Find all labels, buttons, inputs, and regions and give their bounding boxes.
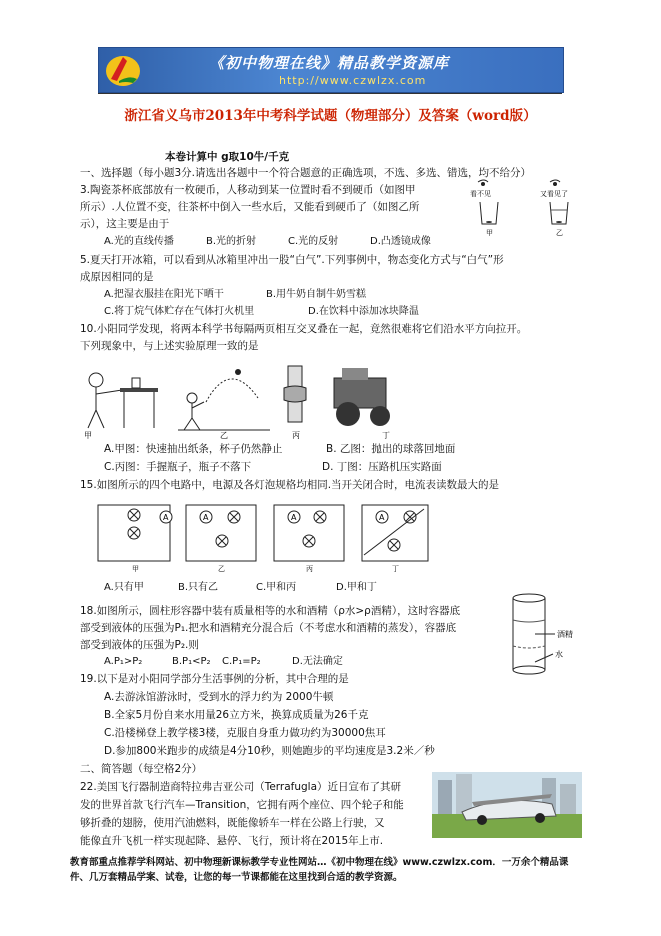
q18-fig-label-alcohol: 酒精 — [557, 630, 573, 639]
banner-title: 《初中物理在线》精品教学资源库 — [209, 54, 450, 72]
q22-line-1: 22.美国飞行器制造商特拉弗吉亚公司（Terrafugla）近日宣布了其研 — [80, 781, 402, 793]
q22-line-2: 发的世界首款飞行汽车—Transition，它拥有两个座位、四个轮子和能 — [80, 799, 404, 811]
svg-text:A: A — [203, 513, 209, 522]
q18-fig-label-water: 水 — [555, 650, 563, 659]
header-rule — [98, 93, 562, 94]
q10-figure-row — [80, 358, 420, 440]
q15-option-d: D.甲和丁 — [336, 582, 377, 593]
circuit-yi — [186, 505, 256, 561]
q5-option-c: C.将丁烷气体贮存在气体打火机里 — [104, 306, 255, 317]
q18-option-a: A.P₁>P₂ — [104, 656, 143, 667]
q15-line: 15.如图所示的四个电路中，电源及各灯泡规格均相同.当开关闭合时，电流表读数最大的是 — [80, 479, 500, 491]
q19-option-d: D.参加800米跑步的成绩是4分10秒，则她跑步的平均速度是3.2米／秒 — [104, 745, 435, 757]
q18-line-3: 部受到液体的压强为P₂.则 — [80, 639, 199, 651]
q22-flying-car-photo — [432, 772, 582, 838]
q15-option-a: A.只有甲 — [104, 582, 144, 593]
q10-fig-label-ding: 丁 — [382, 431, 390, 440]
q5-line-1: 5.夏天打开冰箱，可以看到从冰箱里冲出一股“白气”.下列事例中，物态变化方式与“白气”形 — [80, 254, 504, 266]
q15-fig-label-ding: 丁 — [392, 565, 399, 573]
svg-text:A: A — [163, 513, 169, 522]
q18-line-2: 部受到液体的压强为P₁.把水和酒精充分混合后（不考虑水和酒精的蒸发），容器底 — [80, 622, 457, 634]
figure-yi-ball-throw — [178, 369, 270, 430]
q5-option-d: D.在饮料中添加冰块降温 — [308, 306, 419, 317]
q15-fig-label-bing: 丙 — [306, 565, 313, 573]
figure-bing-bottle-hand — [284, 366, 306, 422]
q3-option-a: A.光的直线传播 — [104, 236, 174, 247]
cup-icon — [480, 202, 498, 224]
q19-line: 19.以下是对小阳同学部分生活事例的分析，其中合理的是 — [80, 673, 349, 685]
q10-option-b: B. 乙图：抛出的球落回地面 — [326, 443, 456, 455]
site-logo-icon — [103, 51, 143, 89]
q5-option-b: B.用牛奶自制牛奶雪糕 — [266, 289, 367, 300]
q15-fig-label-yi: 乙 — [218, 565, 225, 573]
q18-option-c: C.P₁=P₂ — [222, 656, 261, 667]
q3-line-1: 3.陶瓷茶杯底部放有一枚硬币，人移动到某一位置时看不到硬币（如图甲 — [80, 184, 416, 196]
q19-option-a: A.去游泳馆游泳时，受到水的浮力约为 2000牛顿 — [104, 691, 334, 703]
q3-fig-label-jia: 甲 — [486, 229, 493, 237]
circuit-bing — [274, 505, 344, 561]
eye-icon — [478, 180, 488, 186]
q22-line-3: 够折叠的翅膀，使用汽油燃料，既能像轿车一样在公路上行驶，又 — [80, 817, 385, 829]
page-footer — [70, 855, 600, 885]
q10-option-d: D. 丁图：压路机压实路面 — [322, 461, 442, 473]
q15-fig-label-jia: 甲 — [132, 565, 139, 573]
figure-ding-road-roller — [334, 368, 390, 426]
q5-line-2: 成原因相同的是 — [80, 271, 154, 283]
q19-option-b: B.全家5月份自来水用量26立方米，换算成质量为26千克 — [104, 709, 369, 721]
q3-fig-label-yi: 乙 — [556, 229, 563, 237]
svg-text:A: A — [291, 513, 297, 522]
q3-line-3: 示），这主要是由于 — [80, 218, 170, 230]
q10-fig-label-jia: 甲 — [84, 431, 92, 440]
q10-line-2: 下列现象中，与上述实验原理一致的是 — [80, 340, 259, 352]
q3-fig-label-see-again: 又看见了 — [540, 190, 568, 198]
q10-line-1: 10.小阳同学发现，将两本科学书每隔两页相互交叉叠在一起，竟然很难将它们沿水平方向拉开。 — [80, 323, 528, 335]
circuit-ding — [362, 505, 428, 561]
q18-option-d: D.无法确定 — [292, 656, 343, 667]
q18-line-1: 18.如图所示，圆柱形容器中装有质量相等的水和酒精（ρ水>ρ酒精），这时容器底 — [80, 605, 461, 617]
q10-fig-label-bing: 丙 — [292, 431, 300, 440]
banner-url[interactable]: http://www.czwlzx.com — [279, 74, 427, 87]
section-1-heading: 一、选择题（每小题3分.请选出各题中一个符合题意的正确选项，不选、多选、错选，均不给分） — [80, 167, 532, 179]
q19-option-c: C.沿楼梯登上教学楼3楼，克服自身重力做功约为30000焦耳 — [104, 727, 386, 739]
q18-option-b: B.P₁<P₂ — [172, 656, 211, 667]
document-title: 浙江省义乌市2013年中考科学试题（物理部分）及答案（word版） — [124, 108, 537, 124]
section-2-heading: 二、简答题（每空格2分） — [80, 763, 203, 775]
q10-fig-label-yi: 乙 — [220, 431, 228, 440]
q15-circuit-figures — [94, 495, 434, 575]
q5-option-a: A.把湿衣服挂在阳光下晒干 — [104, 289, 224, 300]
q15-option-c: C.甲和丙 — [256, 582, 297, 593]
q10-option-c: C.丙图：手握瓶子，瓶子不落下 — [104, 461, 252, 473]
cup-icon — [550, 202, 568, 224]
q3-fig-label-cannot-see: 看不见 — [470, 190, 491, 198]
q18-cylinder-figure — [505, 590, 585, 680]
q3-option-b: B.光的折射 — [206, 236, 257, 247]
footer-line-1: 教育部重点推荐学科网站、初中物理新课标教学专业性网站…《初中物理在线》www.czwlzx.com．一万余个精品课 — [70, 857, 569, 868]
eye-icon — [550, 180, 560, 186]
q22-line-4: 能像直升飞机一样实现起降、悬停、飞行，预计将在2015年上市. — [80, 835, 384, 847]
intro-note: 本卷计算中 g取10牛/千克 — [165, 151, 290, 163]
q15-option-b: B.只有乙 — [178, 582, 219, 593]
q3-cup-figure — [468, 176, 583, 238]
q10-option-a: A.甲图：快速抽出纸条，杯子仍然静止 — [104, 443, 283, 455]
q3-option-d: D.凸透镜成像 — [370, 236, 431, 247]
figure-jia-person-table — [88, 373, 158, 428]
circuit-jia — [98, 505, 172, 561]
q3-option-c: C.光的反射 — [288, 236, 339, 247]
site-banner — [98, 47, 564, 93]
footer-line-2: 件、几万套精品学案、试卷，让您的每一节课都能在这里找到合适的教学资源。 — [70, 872, 403, 883]
q3-line-2: 所示）.人位置不变，往茶杯中倒入一些水后，又能看到硬币了（如图乙所 — [80, 201, 420, 213]
svg-text:A: A — [379, 513, 385, 522]
